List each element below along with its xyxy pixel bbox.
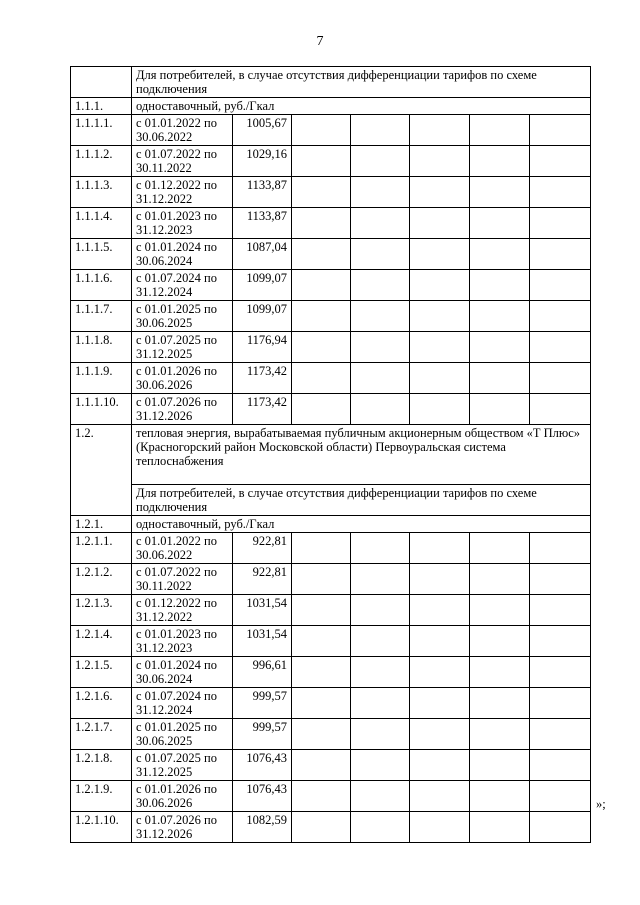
empty-cell: [351, 564, 410, 595]
row-code: 1.2.1.6.: [71, 688, 132, 719]
row-code: 1.1.1.2.: [71, 146, 132, 177]
row-code: 1.1.1.1.: [71, 115, 132, 146]
period-text: с 01.07.2024 по 31.12.2024: [132, 688, 233, 719]
period-text: с 01.07.2022 по 30.11.2022: [132, 564, 233, 595]
empty-cell: [292, 719, 351, 750]
empty-cell: [410, 115, 470, 146]
tariff-value: 999,57: [233, 719, 292, 750]
empty-cell: [292, 781, 351, 812]
period-row: [71, 239, 591, 270]
tariff-type-row: [71, 98, 591, 115]
empty-cell: [410, 564, 470, 595]
empty-cell: [410, 208, 470, 239]
empty-cell: [530, 394, 591, 425]
period-text: с 01.07.2022 по 30.11.2022: [132, 146, 233, 177]
tariff-value: 999,57: [233, 688, 292, 719]
empty-cell: [470, 657, 530, 688]
empty-cell: [351, 239, 410, 270]
row-code: 1.2.1.5.: [71, 657, 132, 688]
empty-cell: [292, 270, 351, 301]
tariff-value: 922,81: [233, 564, 292, 595]
period-text: с 01.12.2022 по 31.12.2022: [132, 595, 233, 626]
period-row: [71, 688, 591, 719]
empty-cell: [470, 115, 530, 146]
period-row: [71, 208, 591, 239]
period-text: с 01.07.2024 по 31.12.2024: [132, 270, 233, 301]
empty-cell: [470, 626, 530, 657]
empty-cell: [530, 146, 591, 177]
empty-cell: [351, 812, 410, 843]
empty-cell: [470, 332, 530, 363]
closing-mark: »;: [596, 797, 606, 811]
empty-cell: [351, 657, 410, 688]
empty-cell: [292, 394, 351, 425]
period-row: [71, 657, 591, 688]
period-text: с 01.01.2024 по 30.06.2024: [132, 657, 233, 688]
empty-cell: [470, 688, 530, 719]
section-row: [71, 425, 591, 485]
period-text: с 01.01.2023 по 31.12.2023: [132, 626, 233, 657]
period-text: с 01.01.2026 по 30.06.2026: [132, 363, 233, 394]
period-row: [71, 115, 591, 146]
tariff-value: 1076,43: [233, 781, 292, 812]
period-row: [71, 750, 591, 781]
period-text: с 01.07.2026 по 31.12.2026: [132, 394, 233, 425]
empty-cell: [470, 595, 530, 626]
heading-text: Для потребителей, в случае отсутствия дифференциации тарифов по схеме подключения: [132, 67, 591, 98]
tariff-value: 922,81: [233, 533, 292, 564]
empty-cell: [470, 363, 530, 394]
empty-cell: [470, 270, 530, 301]
empty-cell: [351, 750, 410, 781]
row-code: 1.1.1.: [71, 98, 132, 115]
period-row: [71, 177, 591, 208]
empty-cell: [470, 208, 530, 239]
row-code: [71, 67, 132, 98]
empty-cell: [470, 750, 530, 781]
empty-cell: [351, 115, 410, 146]
section-title: тепловая энергия, вырабатываемая публичным акционерным обществом «Т Плюс» (Красногорский район Московской области) Первоуральская система теплоснабжения: [132, 425, 591, 485]
empty-cell: [410, 332, 470, 363]
empty-cell: [292, 208, 351, 239]
row-code: 1.1.1.9.: [71, 363, 132, 394]
empty-cell: [351, 719, 410, 750]
tariff-value: 1087,04: [233, 239, 292, 270]
empty-cell: [410, 750, 470, 781]
empty-cell: [351, 363, 410, 394]
period-row: [71, 626, 591, 657]
tariff-table: [70, 66, 591, 843]
empty-cell: [351, 270, 410, 301]
row-code: 1.2.1.9.: [71, 781, 132, 812]
row-code: 1.1.1.10.: [71, 394, 132, 425]
row-code: 1.2.1.8.: [71, 750, 132, 781]
tariff-table-body: [71, 67, 591, 843]
empty-cell: [530, 657, 591, 688]
period-text: с 01.01.2025 по 30.06.2025: [132, 301, 233, 332]
row-code: 1.2.1.4.: [71, 626, 132, 657]
period-row: [71, 533, 591, 564]
empty-cell: [470, 394, 530, 425]
empty-cell: [292, 688, 351, 719]
empty-cell: [530, 812, 591, 843]
section-subheading: Для потребителей, в случае отсутствия дифференциации тарифов по схеме подключения: [132, 485, 591, 516]
row-code: 1.1.1.6.: [71, 270, 132, 301]
empty-cell: [351, 332, 410, 363]
empty-cell: [292, 750, 351, 781]
row-code: 1.1.1.3.: [71, 177, 132, 208]
empty-cell: [351, 146, 410, 177]
period-row: [71, 812, 591, 843]
tariff-value: 1082,59: [233, 812, 292, 843]
empty-cell: [410, 533, 470, 564]
empty-cell: [410, 270, 470, 301]
tariff-value: 996,61: [233, 657, 292, 688]
tariff-value: 1005,67: [233, 115, 292, 146]
period-row: [71, 564, 591, 595]
period-text: с 01.01.2022 по 30.06.2022: [132, 533, 233, 564]
empty-cell: [292, 595, 351, 626]
row-code: 1.2.1.1.: [71, 533, 132, 564]
tariff-type: одноставочный, руб./Гкал: [132, 98, 591, 115]
row-code: 1.2.1.: [71, 516, 132, 533]
tariff-value: 1031,54: [233, 595, 292, 626]
row-code: 1.2.1.7.: [71, 719, 132, 750]
period-row: [71, 301, 591, 332]
tariff-value: 1133,87: [233, 208, 292, 239]
empty-cell: [470, 146, 530, 177]
empty-cell: [351, 688, 410, 719]
empty-cell: [470, 301, 530, 332]
period-text: с 01.01.2022 по 30.06.2022: [132, 115, 233, 146]
empty-cell: [292, 115, 351, 146]
period-text: с 01.01.2024 по 30.06.2024: [132, 239, 233, 270]
row-code: 1.2.1.3.: [71, 595, 132, 626]
empty-cell: [470, 719, 530, 750]
row-code: 1.2.1.2.: [71, 564, 132, 595]
period-text: с 01.07.2025 по 31.12.2025: [132, 750, 233, 781]
row-code: 1.1.1.5.: [71, 239, 132, 270]
row-code: 1.1.1.8.: [71, 332, 132, 363]
empty-cell: [530, 533, 591, 564]
period-row: [71, 394, 591, 425]
empty-cell: [530, 239, 591, 270]
row-code: 1.1.1.4.: [71, 208, 132, 239]
empty-cell: [470, 564, 530, 595]
empty-cell: [292, 239, 351, 270]
empty-cell: [530, 719, 591, 750]
empty-cell: [530, 781, 591, 812]
period-text: с 01.12.2022 по 31.12.2022: [132, 177, 233, 208]
period-text: с 01.01.2026 по 30.06.2026: [132, 781, 233, 812]
period-row: [71, 781, 591, 812]
empty-cell: [530, 208, 591, 239]
period-row: [71, 595, 591, 626]
empty-cell: [410, 688, 470, 719]
empty-cell: [530, 115, 591, 146]
empty-cell: [292, 363, 351, 394]
row-code: 1.2.1.10.: [71, 812, 132, 843]
empty-cell: [410, 363, 470, 394]
empty-cell: [530, 688, 591, 719]
period-row: [71, 270, 591, 301]
empty-cell: [292, 812, 351, 843]
empty-cell: [470, 781, 530, 812]
empty-cell: [351, 394, 410, 425]
period-row: [71, 719, 591, 750]
empty-cell: [351, 781, 410, 812]
period-text: с 01.07.2025 по 31.12.2025: [132, 332, 233, 363]
tariff-value: 1031,54: [233, 626, 292, 657]
empty-cell: [292, 533, 351, 564]
tariff-value: 1133,87: [233, 177, 292, 208]
tariff-type-row: [71, 516, 591, 533]
empty-cell: [351, 208, 410, 239]
empty-cell: [410, 239, 470, 270]
empty-cell: [410, 781, 470, 812]
empty-cell: [470, 533, 530, 564]
empty-cell: [292, 332, 351, 363]
row-code: 1.1.1.7.: [71, 301, 132, 332]
empty-cell: [410, 177, 470, 208]
empty-cell: [410, 719, 470, 750]
empty-cell: [410, 146, 470, 177]
tariff-value: 1173,42: [233, 394, 292, 425]
section-subheading-row: [71, 485, 591, 516]
empty-cell: [292, 657, 351, 688]
empty-cell: [351, 177, 410, 208]
empty-cell: [410, 595, 470, 626]
period-text: с 01.07.2026 по 31.12.2026: [132, 812, 233, 843]
empty-cell: [410, 301, 470, 332]
empty-cell: [351, 533, 410, 564]
empty-cell: [530, 177, 591, 208]
empty-cell: [351, 595, 410, 626]
empty-cell: [292, 626, 351, 657]
page-number: 7: [316, 34, 324, 49]
period-row: [71, 363, 591, 394]
empty-cell: [351, 301, 410, 332]
empty-cell: [530, 626, 591, 657]
empty-cell: [410, 812, 470, 843]
empty-cell: [530, 363, 591, 394]
period-text: с 01.01.2025 по 30.06.2025: [132, 719, 233, 750]
empty-cell: [470, 239, 530, 270]
empty-cell: [530, 595, 591, 626]
row-code: 1.2.: [71, 425, 132, 516]
period-text: с 01.01.2023 по 31.12.2023: [132, 208, 233, 239]
empty-cell: [292, 146, 351, 177]
empty-cell: [292, 564, 351, 595]
empty-cell: [530, 750, 591, 781]
empty-cell: [530, 270, 591, 301]
tariff-type: одноставочный, руб./Гкал: [132, 516, 591, 533]
period-row: [71, 332, 591, 363]
empty-cell: [410, 394, 470, 425]
tariff-value: 1076,43: [233, 750, 292, 781]
empty-cell: [292, 177, 351, 208]
tariff-value: 1173,42: [233, 363, 292, 394]
empty-cell: [292, 301, 351, 332]
empty-cell: [470, 812, 530, 843]
empty-cell: [530, 301, 591, 332]
empty-cell: [470, 177, 530, 208]
period-row: [71, 146, 591, 177]
empty-cell: [530, 564, 591, 595]
empty-cell: [410, 657, 470, 688]
tariff-value: 1099,07: [233, 270, 292, 301]
empty-cell: [530, 332, 591, 363]
tariff-value: 1099,07: [233, 301, 292, 332]
heading-row: [71, 67, 591, 98]
empty-cell: [410, 626, 470, 657]
empty-cell: [351, 626, 410, 657]
tariff-value: 1029,16: [233, 146, 292, 177]
tariff-value: 1176,94: [233, 332, 292, 363]
